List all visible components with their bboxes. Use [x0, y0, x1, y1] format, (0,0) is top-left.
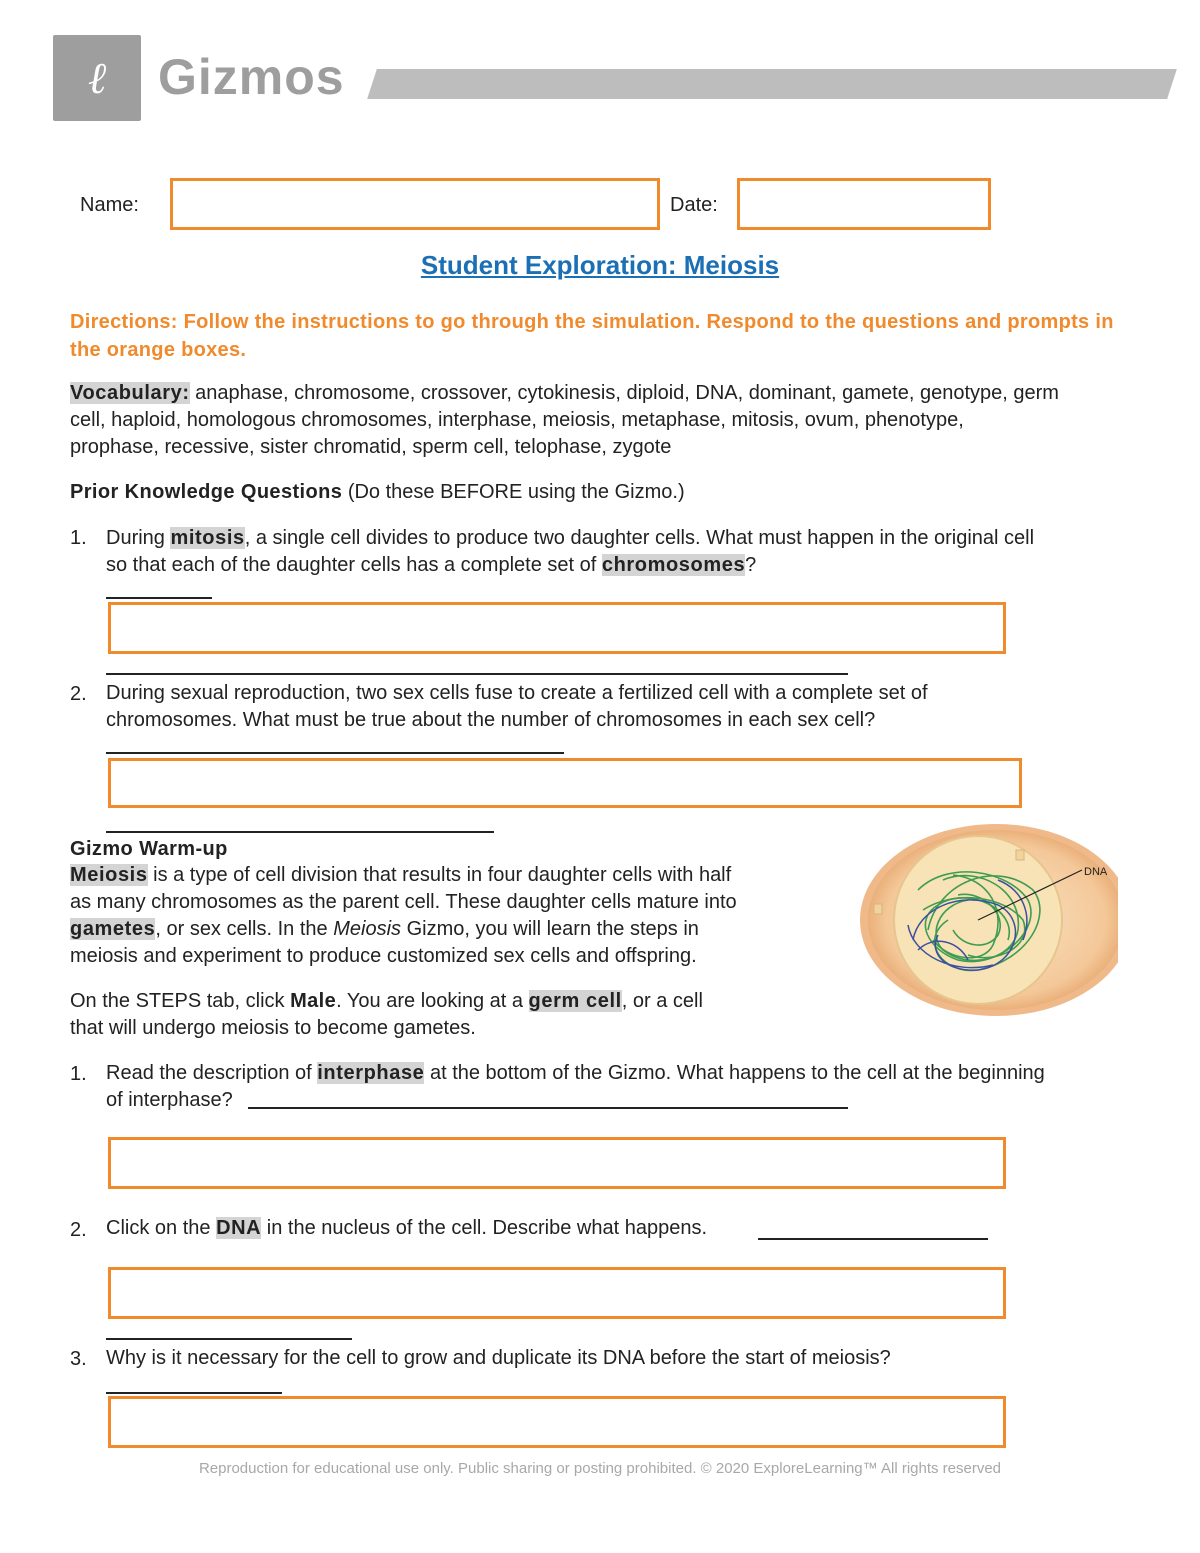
question-number: 1. — [70, 1063, 87, 1085]
vocabulary-label: Vocabulary: — [70, 382, 190, 404]
footer-copyright: Reproduction for educational use only. Public sharing or posting prohibited. © 2020 ExploreLearning™ All rights reserved — [198, 1460, 1002, 1477]
directions: Directions: Follow the instructions to go through the simulation. Respond to the questions and prompts in the orange boxes. — [70, 311, 1114, 361]
answer-box-prior-2[interactable] — [108, 758, 1022, 808]
warmup-question-1: Read the description of interphase at the bottom of the Gizmo. What happens to the cell at the beginning of interphase? — [106, 1062, 1045, 1111]
answer-line — [106, 1392, 282, 1394]
warmup-question-2: Click on the DNA in the nucleus of the cell. Describe what happens. — [106, 1217, 708, 1239]
answer-box-warmup-1[interactable] — [108, 1137, 1006, 1189]
warmup-intro: Meiosis is a type of cell division that results in four daughter cells with half as many chromosomes as the parent cell. These daughter cells mature into gametes, or sex cells. In the Meiosis Gizmo, you will learn the steps in meiosis and experiment to produce customized sex cells and offspring. — [70, 864, 737, 967]
term-interphase: interphase — [317, 1062, 425, 1084]
question-number: 3. — [70, 1348, 87, 1370]
header-bar — [367, 69, 1177, 99]
vocabulary: Vocabulary: anaphase, chromosome, crossover, cytokinesis, diploid, DNA, dominant, gamete, genotype, germ cell, haploid, homologous chromosomes, interphase, meiosis, metaphase, mitosis, ovum, phenotype, prophase, recessive, sister chromatid, sperm cell, telophase, zygote — [70, 382, 1059, 458]
name-field[interactable] — [170, 178, 660, 230]
answer-line — [106, 831, 494, 833]
male-button-ref: Male — [290, 990, 337, 1012]
term-meiosis: Meiosis — [70, 864, 148, 886]
answer-line — [106, 673, 848, 675]
prior-question-2: During sexual reproduction, two sex cells fuse to create a fertilized cell with a complete set of chromosomes. What must be true about the number of chromosomes in each sex cell? — [106, 682, 928, 731]
prior-question-1: During mitosis, a single cell divides to produce two daughter cells. What must happen in the original cell so that each of the daughter cells has a complete set of chromosomes? — [106, 527, 1035, 576]
germ-cell-figure — [858, 820, 1118, 1020]
answer-box-prior-1[interactable] — [108, 602, 1006, 654]
answer-box-warmup-3[interactable] — [108, 1396, 1006, 1448]
logo-mark: ℓ — [53, 35, 141, 121]
term-gametes: gametes — [70, 918, 156, 940]
date-label: Date: — [670, 194, 718, 216]
answer-line — [248, 1107, 848, 1109]
question-number: 2. — [70, 1219, 87, 1241]
warmup-question-3: Why is it necessary for the cell to grow and duplicate its DNA before the start of meiosis? — [106, 1347, 891, 1369]
prior-knowledge-heading: Prior Knowledge Questions (Do these BEFORE using the Gizmo.) — [70, 481, 685, 503]
answer-line — [106, 1338, 352, 1340]
term-germ-cell: germ cell — [528, 990, 622, 1012]
centriole — [874, 904, 882, 914]
term-dna: DNA — [216, 1217, 262, 1239]
page-title: Student Exploration: Meiosis — [420, 250, 780, 280]
answer-box-warmup-2[interactable] — [108, 1267, 1006, 1319]
logo-text: Gizmos — [158, 49, 345, 105]
question-number: 1. — [70, 527, 87, 549]
centriole — [1016, 850, 1024, 860]
term-mitosis: mitosis — [170, 527, 245, 549]
date-field[interactable] — [737, 178, 991, 230]
dna-label: DNA — [1084, 866, 1108, 878]
answer-line — [758, 1238, 988, 1240]
question-number: 2. — [70, 683, 87, 705]
answer-line — [106, 597, 212, 599]
warmup-heading: Gizmo Warm-up — [70, 838, 228, 860]
term-chromosomes: chromosomes — [601, 554, 746, 576]
answer-line — [106, 752, 564, 754]
warmup-steps: On the STEPS tab, click Male. You are looking at a germ cell, or a cell that will undergo meiosis to become gametes. — [70, 990, 703, 1039]
name-label: Name: — [80, 194, 139, 216]
